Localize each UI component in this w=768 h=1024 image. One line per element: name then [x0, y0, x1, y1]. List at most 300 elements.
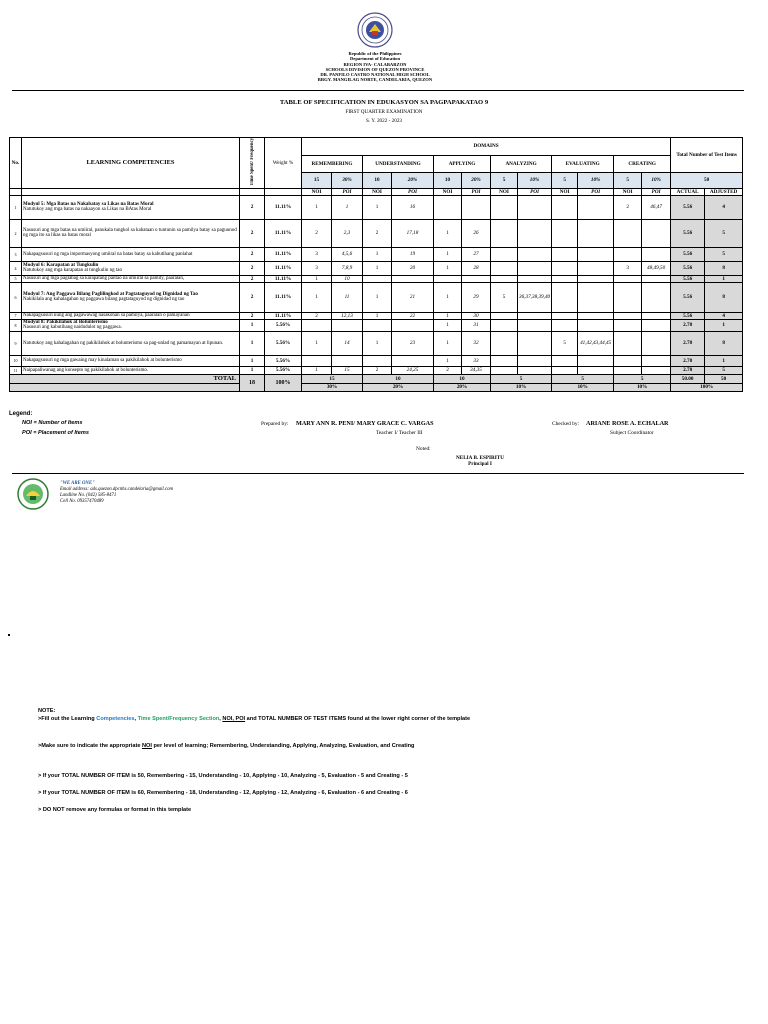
header-line: Department of Education	[349, 56, 401, 62]
noi-cell	[491, 355, 518, 366]
footer-divider	[12, 473, 744, 474]
poi-header: POI	[332, 188, 363, 195]
noi-cell	[614, 355, 642, 366]
noi-cell: 2	[434, 366, 462, 374]
table-row	[10, 355, 743, 366]
noi-cell: 3	[302, 261, 332, 275]
checked-by-label: Checked by:	[552, 421, 580, 427]
poi-header: POI	[518, 188, 552, 195]
competency-text: Naipapaliwanag ang konsepto ng pakikilahok at bolunterismo.	[23, 367, 149, 373]
poi-cell	[642, 247, 671, 261]
noi-cell: 2	[363, 219, 392, 247]
document-title: TABLE OF SPECIFICATION IN EDUKASYON SA PAGPAPAKATAO 9	[279, 99, 489, 106]
competency-text: Nakapagsusuri ng mga impormasyong umiiral na batas batay sa kabutihang panlahat	[23, 251, 193, 257]
noi-cell: 1	[302, 331, 332, 355]
time-spent: 2	[240, 282, 265, 312]
weight-percent: 11.11%	[265, 261, 302, 275]
legend-title: Legend:	[9, 411, 33, 417]
noi-cell: 2	[302, 219, 332, 247]
noi-cell	[552, 355, 578, 366]
weight-percent: 5.56%	[265, 366, 302, 374]
table-row	[10, 282, 743, 312]
principal-name: NELIA B. ESPIRITU	[456, 455, 504, 461]
row-number: 7	[10, 312, 22, 319]
poi-cell: 21	[392, 282, 434, 312]
poi-cell	[392, 355, 434, 366]
agency-header	[234, 51, 516, 83]
noi-cell	[614, 331, 642, 355]
domain-creating: CREATING	[614, 155, 671, 173]
noi-cell: 1	[363, 282, 392, 312]
poi-cell	[642, 312, 671, 319]
note-title: NOTE:	[38, 708, 56, 714]
poi-cell	[392, 275, 434, 282]
module-title: Modyul 8: Pakikilahok at Bolunterismo	[23, 319, 108, 325]
poi-cell	[518, 219, 552, 247]
noi-cell	[434, 195, 462, 219]
adjusted-items: 1	[705, 319, 743, 331]
poi-cell: 19	[392, 247, 434, 261]
weight-percent: 11.11%	[265, 312, 302, 319]
domain-percent: 10%	[518, 173, 552, 189]
domain-count: 5	[614, 173, 642, 189]
principal-block	[440, 455, 520, 467]
col-header-competencies: LEARNING COMPETENCIES	[22, 138, 240, 189]
poi-cell	[518, 355, 552, 366]
competency-cell	[22, 331, 240, 355]
total-count: 5	[614, 374, 671, 383]
total-weight: 100%	[265, 374, 302, 391]
poi-cell	[578, 282, 614, 312]
noi-cell	[552, 247, 578, 261]
poi-cell: 15	[332, 366, 363, 374]
row-number: 8	[10, 319, 22, 331]
poi-cell	[642, 319, 671, 331]
competency-text: Natutukoy ang kahalagahan ng pakikilahok at bolunterismo sa pag-unlad ng pamamayan at lipunan.	[23, 340, 224, 346]
noi-cell: 1	[363, 312, 392, 319]
principal-role: Principal I	[468, 461, 492, 467]
module-title: Modyul 6: Karapatan at Tungkulin	[23, 262, 99, 268]
poi-cell: 14	[332, 331, 363, 355]
noi-cell	[363, 319, 392, 331]
noi-cell: 1	[302, 195, 332, 219]
poi-cell: 27	[462, 247, 491, 261]
poi-cell	[578, 275, 614, 282]
col-header-domains: DOMAINS	[302, 138, 671, 156]
noi-cell	[614, 312, 642, 319]
noi-cell: 1	[363, 261, 392, 275]
domain-count: 5	[552, 173, 578, 189]
domain-evaluating: EVALUATING	[552, 155, 614, 173]
row-number: 11	[10, 366, 22, 374]
school-year: S. Y. 2022 - 2023	[365, 118, 403, 124]
adjusted-items: 4	[705, 195, 743, 219]
noi-cell	[491, 331, 518, 355]
table-row	[10, 312, 743, 319]
actual-items: 5.56	[671, 219, 705, 247]
noi-cell: 1	[302, 366, 332, 374]
row-number: 6	[10, 282, 22, 312]
total-actual: 50.00	[671, 374, 705, 383]
time-spent: 2	[240, 219, 265, 247]
poi-cell: 34,35	[462, 366, 491, 374]
poi-cell	[642, 366, 671, 374]
noi-cell	[363, 275, 392, 282]
time-spent: 2	[240, 261, 265, 275]
poi-cell	[578, 366, 614, 374]
noi-cell	[491, 319, 518, 331]
poi-cell: 12,13	[332, 312, 363, 319]
actual-header: ACTUAL	[671, 188, 705, 195]
competency-cell	[22, 195, 240, 219]
poi-cell: 10	[332, 275, 363, 282]
poi-cell	[578, 312, 614, 319]
poi-cell: 33	[462, 355, 491, 366]
noi-cell	[614, 275, 642, 282]
noi-cell	[491, 195, 518, 219]
noi-cell: 5	[552, 331, 578, 355]
domain-percent: 30%	[332, 173, 363, 189]
competency-cell	[22, 319, 240, 331]
actual-items: 2.78	[671, 331, 705, 355]
noi-cell: 3	[302, 247, 332, 261]
competency-cell	[22, 275, 240, 282]
checked-by-name: ARIANE ROSE A. ECHALAR	[586, 420, 669, 427]
poi-cell	[518, 195, 552, 219]
noi-cell: 1	[434, 261, 462, 275]
competency-text: Nakapagsusuri kung ang pagawawag nasakohan sa pamilya, paaralan o pamayanan	[23, 313, 190, 318]
stray-dot	[8, 634, 10, 636]
header-line: REGION IVA- CALABARZON	[343, 61, 407, 67]
total-label: TOTAL	[10, 374, 240, 383]
poi-cell	[578, 195, 614, 219]
poi-cell: 17,18	[392, 219, 434, 247]
weight-percent: 11.11%	[265, 195, 302, 219]
row-number: 4	[10, 261, 22, 275]
domain-applying: APPLYING	[434, 155, 491, 173]
competency-cell	[22, 355, 240, 366]
time-spent: 2	[240, 275, 265, 282]
legend-noi: NOI = Number of Items	[22, 420, 83, 426]
poi-header: POI	[642, 188, 671, 195]
noi-cell: 3	[614, 261, 642, 275]
adjusted-items: 4	[705, 312, 743, 319]
total-adjusted: 50	[705, 374, 743, 383]
actual-items: 5.56	[671, 282, 705, 312]
noi-cell	[552, 261, 578, 275]
poi-cell: 4,5,6	[332, 247, 363, 261]
noi-cell	[552, 366, 578, 374]
competency-text: Nakikilala ang kahalagahan ng paggawa bilang pagtataguyod ng dignidad ng tao	[23, 297, 185, 303]
col-header-no: No.	[10, 138, 22, 189]
domain-percent: 10%	[642, 173, 671, 189]
noi-cell: 1	[434, 331, 462, 355]
row-number: 5	[10, 275, 22, 282]
prepared-by-names: MARY ANN R. PENI/ MARY GRACE C. VARGAS	[296, 420, 434, 427]
noi-cell: 1	[363, 331, 392, 355]
slogan: "WE ARE ONE"	[60, 481, 95, 486]
domain-percent: 10%	[578, 173, 614, 189]
table-row	[10, 261, 743, 275]
poi-cell: 24,25	[392, 366, 434, 374]
poi-cell: 46,47	[642, 195, 671, 219]
noi-cell	[363, 355, 392, 366]
noi-cell: 1	[434, 312, 462, 319]
competency-cell	[22, 282, 240, 312]
row-number: 3	[10, 247, 22, 261]
domain-count: 10	[434, 173, 462, 189]
total-count: 15	[302, 374, 363, 383]
noi-cell	[552, 275, 578, 282]
poi-cell	[642, 355, 671, 366]
domain-percent: 20%	[392, 173, 434, 189]
time-spent: 1	[240, 331, 265, 355]
total-time: 18	[240, 374, 265, 391]
landline-number: Landline No. (042) 585-8471	[60, 493, 117, 498]
domain-understanding: UNDERSTANDING	[363, 155, 434, 173]
poi-cell: 2,3	[332, 219, 363, 247]
actual-items: 5.56	[671, 247, 705, 261]
noi-cell: 5	[491, 282, 518, 312]
total-count: 10	[434, 374, 491, 383]
noi-cell	[302, 355, 332, 366]
note-3: > If your TOTAL NUMBER OF ITEM is 50, Remembering - 15, Understanding - 10, Applying - 10, Analyzing - 5, Evaluation - 5 and Creating - 5	[38, 773, 408, 779]
poi-cell: 29	[462, 282, 491, 312]
poi-cell	[332, 319, 363, 331]
noi-header: NOI	[491, 188, 518, 195]
table-row	[10, 319, 743, 331]
adjusted-items: 8	[705, 282, 743, 312]
noi-cell	[614, 219, 642, 247]
poi-cell: 31	[462, 319, 491, 331]
prepared-by-label: Prepared by:	[261, 421, 289, 427]
actual-items: 2.78	[671, 319, 705, 331]
noi-cell	[491, 366, 518, 374]
noi-cell	[491, 247, 518, 261]
poi-cell	[518, 366, 552, 374]
poi-cell	[518, 261, 552, 275]
domain-remembering: REMEMBERING	[302, 155, 363, 173]
poi-cell	[392, 319, 434, 331]
table-row	[10, 195, 743, 219]
poi-cell	[642, 275, 671, 282]
domain-count: 15	[302, 173, 332, 189]
header-divider	[12, 90, 744, 91]
noi-cell	[491, 261, 518, 275]
actual-items: 2.78	[671, 366, 705, 374]
poi-cell	[518, 275, 552, 282]
header-line: SCHOOLS DIVISION OF QUEZON PROVINCE	[325, 66, 425, 72]
adjusted-items: 1	[705, 355, 743, 366]
table-row	[10, 219, 743, 247]
note-1: >Fill out the Learning Competencies, Time Spent/Frequency Section, NOI, POI and TOTAL NUMBER OF TEST ITEMS found at the lower right corner of the template	[38, 716, 471, 722]
poi-cell: 22	[392, 312, 434, 319]
poi-cell: 16	[392, 195, 434, 219]
actual-items: 5.56	[671, 312, 705, 319]
table-row	[10, 366, 743, 374]
weight-percent: 11.11%	[265, 282, 302, 312]
weight-percent: 5.56%	[265, 331, 302, 355]
total-overall-percent: 100%	[671, 383, 743, 391]
noi-header: NOI	[302, 188, 332, 195]
competency-text: Nakapagsusuri ng mga gawaing may kinalaman sa pakikilahok at bolunterismo	[23, 358, 182, 364]
noi-cell: 1	[434, 282, 462, 312]
poi-cell	[578, 355, 614, 366]
adjusted-items: 5	[705, 219, 743, 247]
poi-cell	[462, 275, 491, 282]
weight-percent: 11.11%	[265, 275, 302, 282]
note-5: > DO NOT remove any formulas or format in this template	[38, 807, 192, 813]
noi-cell	[434, 275, 462, 282]
noi-cell	[552, 319, 578, 331]
poi-cell	[642, 331, 671, 355]
time-spent: 2	[240, 247, 265, 261]
poi-cell	[518, 312, 552, 319]
noi-header: NOI	[363, 188, 392, 195]
poi-cell	[518, 247, 552, 261]
time-spent: 1	[240, 319, 265, 331]
cell-number: Cell No. 09357470489	[60, 499, 104, 504]
noi-cell: 1	[302, 282, 332, 312]
competency-text: Nasusuri ang mga paglabag sa karapatang pantao na umiiral sa pamily, paaralan,	[23, 276, 185, 281]
total-percent: 10%	[552, 383, 614, 391]
noi-cell: 1	[434, 247, 462, 261]
domain-percent: 20%	[462, 173, 491, 189]
competency-text: Nasusuri ang mga batas na umiiral, panukala tungkol sa kabataan o tuntunin sa pamilya batay sa paguunod ng mga ito sa likas na batas moral	[23, 227, 237, 239]
time-spent: 2	[240, 312, 265, 319]
poi-cell: 41,42,43,44,45	[578, 331, 614, 355]
total-percent: 20%	[434, 383, 491, 391]
adjusted-header: ADJUSTED	[705, 188, 743, 195]
contact-block	[60, 481, 173, 505]
noi-cell	[552, 219, 578, 247]
noi-header: NOI	[552, 188, 578, 195]
total-count: 10	[363, 374, 434, 383]
poi-cell	[578, 219, 614, 247]
poi-header: POI	[392, 188, 434, 195]
poi-cell	[578, 319, 614, 331]
row-number: 2	[10, 219, 22, 247]
time-spent: 2	[240, 195, 265, 219]
row-number: 9	[10, 331, 22, 355]
note-4: > If your TOTAL NUMBER OF ITEM is 60, Remembering - 18, Understanding - 12, Applying - 12, Analyzing - 6, Evaluation - 6 and Creating - 6	[38, 790, 408, 796]
module-title: Modyul 7: Ang Paggawa Bilang Paglilingkod at Pagtataguyod ng Dignidad ng Tao	[23, 291, 198, 297]
noi-cell	[552, 282, 578, 312]
table-row	[10, 275, 743, 282]
noi-cell: 1	[363, 195, 392, 219]
noi-header: NOI	[434, 188, 462, 195]
noi-cell: 2	[302, 312, 332, 319]
document-subtitle: FIRST QUARTER EXAMINATION	[345, 109, 423, 115]
poi-header: POI	[462, 188, 491, 195]
actual-items: 5.56	[671, 195, 705, 219]
poi-cell: 30	[462, 312, 491, 319]
legend-poi: POI = Placement of Items	[22, 430, 89, 436]
total-percent: 10%	[491, 383, 552, 391]
total-count: 5	[552, 374, 614, 383]
weight-percent: 11.11%	[265, 247, 302, 261]
actual-items: 5.56	[671, 261, 705, 275]
total-count: 5	[491, 374, 552, 383]
noi-cell	[552, 312, 578, 319]
header-line: Republic of the Philippines	[348, 51, 402, 56]
competency-cell	[22, 312, 240, 319]
specification-table	[9, 137, 743, 392]
competency-text: Natutukoy ang mga batas na nakaayon sa Likas na BAtas Moral	[23, 207, 152, 213]
table-row	[10, 247, 743, 261]
noi-cell	[491, 219, 518, 247]
poi-cell	[518, 319, 552, 331]
col-header-weight: Weight %	[265, 138, 302, 189]
adjusted-items: 8	[705, 331, 743, 355]
row-number: 1	[10, 195, 22, 219]
competency-text: Nasusuri ang kabutihang naidudulot ng paggawa.	[23, 325, 122, 331]
competency-cell	[22, 219, 240, 247]
adjusted-items: 5	[705, 247, 743, 261]
poi-cell: 26	[462, 219, 491, 247]
poi-cell	[332, 355, 363, 366]
competency-text: Natutukoy ang mga karapatan at tungkulin ng tao	[23, 268, 123, 274]
competency-cell	[22, 247, 240, 261]
row-number: 10	[10, 355, 22, 366]
poi-cell	[462, 195, 491, 219]
domain-count: 10	[363, 173, 392, 189]
noi-cell	[614, 319, 642, 331]
noi-cell: 1	[434, 355, 462, 366]
poi-cell	[642, 219, 671, 247]
module-title: Modyul 5: Mga Batas na Nakabatay sa Likas na Batas Moral	[23, 201, 154, 207]
noi-cell: 2	[363, 366, 392, 374]
noi-cell	[491, 275, 518, 282]
poi-cell	[518, 331, 552, 355]
poi-cell	[578, 261, 614, 275]
note-2: >Make sure to indicate the appropriate NOI per level of learning; Remembering, Understanding, Applying, Analyzing, Evaluation, and Creating	[38, 743, 415, 749]
poi-cell: 11	[332, 282, 363, 312]
poi-cell: 36,37,38,39,40	[518, 282, 552, 312]
competency-cell	[22, 366, 240, 374]
noi-cell	[614, 282, 642, 312]
school-logo	[17, 478, 49, 510]
header-line: DR. PANFILO CASTRO NATIONAL HIGH SCHOOL	[320, 72, 430, 78]
adjusted-items: 1	[705, 275, 743, 282]
poi-cell: 7,8,9	[332, 261, 363, 275]
deped-seal-logo	[357, 12, 393, 48]
actual-items: 2.78	[671, 355, 705, 366]
poi-cell	[578, 247, 614, 261]
weight-percent: 11.11%	[265, 219, 302, 247]
actual-items: 5.56	[671, 275, 705, 282]
noted-label: Noted:	[416, 446, 431, 452]
weight-percent: 5.56%	[265, 319, 302, 331]
adjusted-items: 5	[705, 366, 743, 374]
noi-cell	[614, 366, 642, 374]
noi-cell: 1	[434, 219, 462, 247]
table-row	[10, 331, 743, 355]
noi-cell	[552, 195, 578, 219]
noi-cell: 2	[614, 195, 642, 219]
total-percent: 20%	[363, 383, 434, 391]
domain-count: 5	[491, 173, 518, 189]
poi-cell: 23	[392, 331, 434, 355]
time-spent: 1	[240, 355, 265, 366]
poi-cell	[642, 282, 671, 312]
noi-cell: 1	[434, 319, 462, 331]
col-header-time: Time Spent/ Frequency	[240, 138, 265, 189]
time-spent: 1	[240, 366, 265, 374]
domain-analyzing: ANALYZING	[491, 155, 552, 173]
col-header-total-items: Total Number of Test Items	[671, 138, 743, 173]
adjusted-items: 8	[705, 261, 743, 275]
